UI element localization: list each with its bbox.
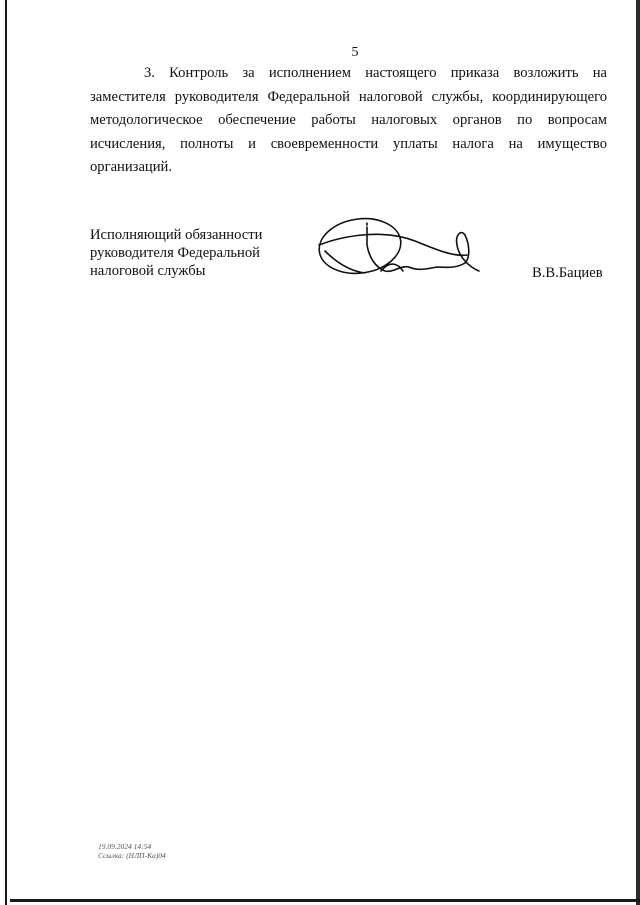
signer-title [90, 226, 262, 280]
signer-title-line-2: руководителя Федеральной [90, 245, 260, 261]
scan-edge-right [636, 0, 640, 905]
footer-stamp-line-2: Ссылка: (НЛП-Ка)04 [98, 851, 166, 860]
page-number: 5 [351, 45, 359, 60]
handwritten-signature [305, 205, 505, 290]
scan-edge-bottom [10, 899, 640, 902]
footer-stamp-line-1: 19.09.2024 14:54 [98, 842, 152, 851]
paragraph-3 [90, 62, 607, 180]
scan-edge-left [5, 0, 7, 905]
signer-name: В.В.Бациев [532, 265, 603, 281]
footer-stamp [98, 842, 166, 860]
signer-title-line-3: налоговой службы [90, 263, 206, 279]
paragraph-3-text: 3. Контроль за исполнением настоящего приказа возложить на заместителя руководителя Федеральной налоговой службы, координирующего методологическое обеспечение работы налоговых органов по вопросам исчисления, полноты и своевременности уплаты налога на имущество организаций. [90, 65, 607, 176]
signer-title-line-1: Исполняющий обязанности [90, 227, 263, 243]
